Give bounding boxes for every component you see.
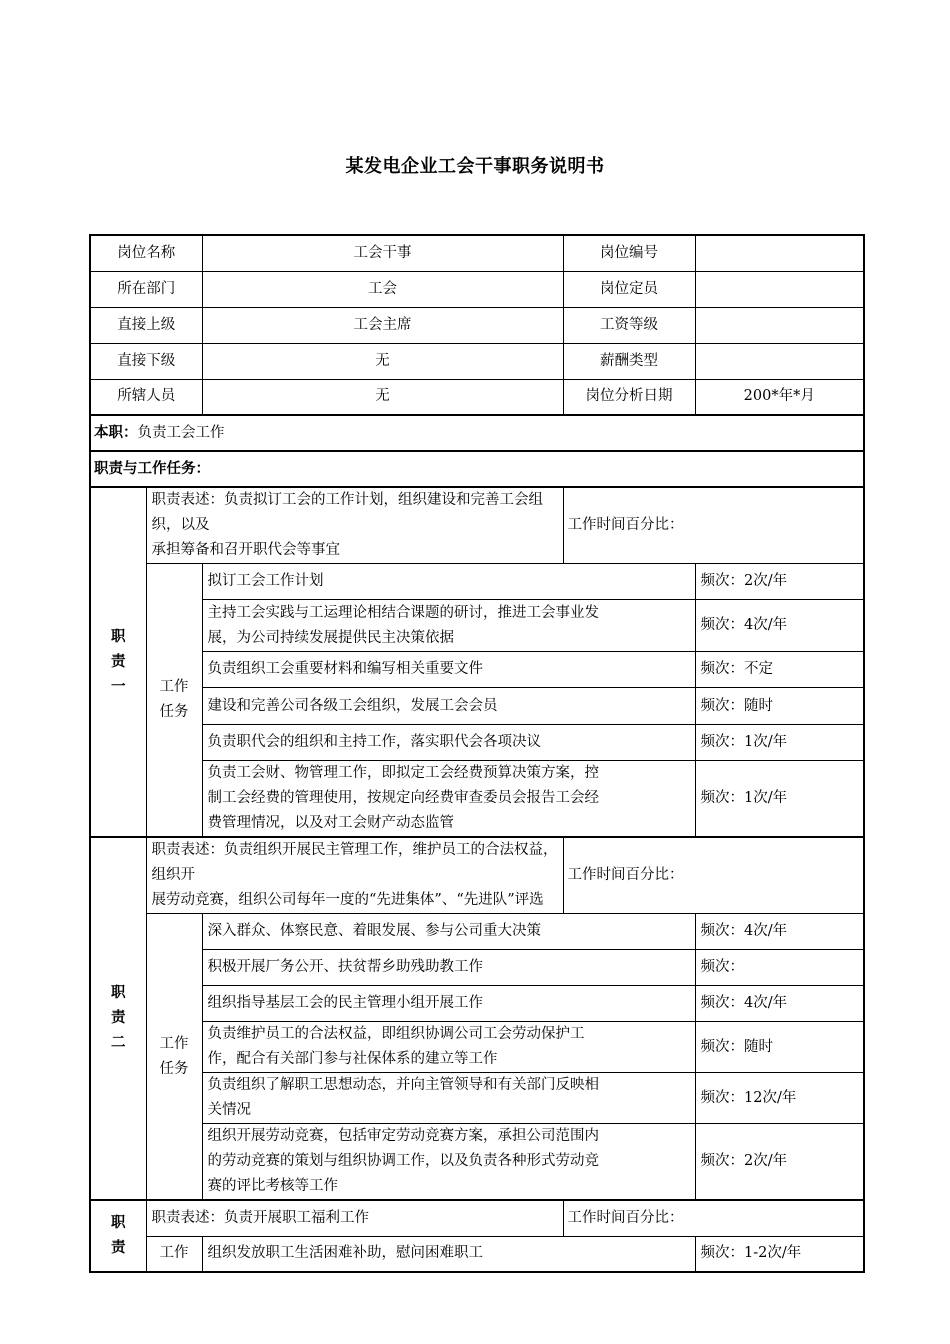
task-frequency: 频次：4次/年 xyxy=(695,986,864,1022)
info-value xyxy=(695,343,864,379)
document-title: 某发电企业工会干事职务说明书 xyxy=(345,156,605,177)
task-text: 负责职代会的组织和主持工作，落实职代会各项决议 xyxy=(202,725,695,761)
task-frequency: 频次：4次/年 xyxy=(695,600,864,652)
info-value: 工会干事 xyxy=(202,235,563,271)
duty-description-row xyxy=(90,837,864,914)
task-row xyxy=(90,1236,864,1272)
duty-label: 职 责 xyxy=(90,1200,146,1272)
task-frequency: 频次：2次/年 xyxy=(695,564,864,600)
task-row xyxy=(90,986,864,1022)
percent-label: 工作时间百分比： xyxy=(563,1200,864,1236)
task-text: 组织发放职工生活困难补助，慰问困难职工 xyxy=(202,1236,695,1272)
duties-header: 职责与工作任务： xyxy=(90,451,864,487)
task-frequency: 频次：随时 xyxy=(695,1022,864,1073)
info-value xyxy=(695,235,864,271)
duty-label: 职 责 二 xyxy=(90,837,146,1200)
task-text: 组织指导基层工会的民主管理小组开展工作 xyxy=(202,986,695,1022)
info-label: 岗位名称 xyxy=(90,235,202,271)
info-row xyxy=(90,271,864,307)
task-frequency: 频次：1次/年 xyxy=(695,761,864,838)
task-row xyxy=(90,688,864,725)
task-row xyxy=(90,1022,864,1073)
task-text: 主持工会实践与工运理论相结合课题的研讨，推进工会事业发 展，为公司持续发展提供民主决策依据 xyxy=(202,600,695,652)
task-text: 建设和完善公司各级工会组织，发展工会会员 xyxy=(202,688,695,725)
task-text: 积极开展厂务公开、扶贫帮乡助残助教工作 xyxy=(202,950,695,986)
info-row xyxy=(90,379,864,415)
task-frequency: 频次：不定 xyxy=(695,652,864,688)
task-row xyxy=(90,652,864,688)
info-label: 所辖人员 xyxy=(90,379,202,415)
duty-description-row xyxy=(90,1200,864,1236)
percent-label: 工作时间百分比： xyxy=(563,837,864,914)
duty-description-row xyxy=(90,487,864,564)
duty-summary-text: 负责工会工作 xyxy=(137,424,225,441)
task-text: 负责工会财、物管理工作，即拟定工会经费预算决策方案，控 制工会经费的管理使用，按规定向经费审查委员会报告工会经 费管理情况，以及对工会财产动态监管 xyxy=(202,761,695,838)
duty-summary-label: 本职： xyxy=(94,424,138,441)
task-row xyxy=(90,1073,864,1124)
task-text: 拟订工会工作计划 xyxy=(202,564,695,600)
duties-header-row xyxy=(90,451,864,487)
job-description-table xyxy=(89,234,865,1273)
task-row xyxy=(90,564,864,600)
duty-description: 职责表述：负责组织开展民主管理工作，维护员工的合法权益，组织开 展劳动竞赛，组织公司每年一度的“先进集体”、“先进队”评选 xyxy=(146,837,563,914)
info-value: 无 xyxy=(202,379,563,415)
task-text: 负责组织了解职工思想动态，并向主管领导和有关部门反映相 关情况 xyxy=(202,1073,695,1124)
task-text: 负责维护员工的合法权益，即组织协调公司工会劳动保护工 作，配合有关部门参与社保体系的建立等工作 xyxy=(202,1022,695,1073)
task-frequency: 频次：2次/年 xyxy=(695,1124,864,1201)
task-frequency: 频次：随时 xyxy=(695,688,864,725)
task-frequency: 频次：1-2次/年 xyxy=(695,1236,864,1272)
task-row xyxy=(90,914,864,950)
info-row xyxy=(90,307,864,343)
info-value xyxy=(695,271,864,307)
task-row xyxy=(90,1124,864,1201)
task-text: 深入群众、体察民意、着眼发展、参与公司重大决策 xyxy=(202,914,695,950)
info-value xyxy=(695,307,864,343)
task-frequency: 频次：1次/年 xyxy=(695,725,864,761)
duty-label: 职 责 一 xyxy=(90,487,146,837)
info-label: 岗位分析日期 xyxy=(563,379,695,415)
task-text: 负责组织工会重要材料和编写相关重要文件 xyxy=(202,652,695,688)
info-value: 工会主席 xyxy=(202,307,563,343)
task-row xyxy=(90,761,864,838)
task-frequency: 频次：12次/年 xyxy=(695,1073,864,1124)
task-row xyxy=(90,725,864,761)
task-row xyxy=(90,600,864,652)
info-label: 工资等级 xyxy=(563,307,695,343)
percent-label: 工作时间百分比： xyxy=(563,487,864,564)
task-frequency: 频次：4次/年 xyxy=(695,914,864,950)
task-row xyxy=(90,950,864,986)
info-value: 工会 xyxy=(202,271,563,307)
info-row xyxy=(90,343,864,379)
task-text: 组织开展劳动竞赛，包括审定劳动竞赛方案，承担公司范围内 的劳动竞赛的策划与组织协调工作，以及负责各种形式劳动竞 赛的评比考核等工作 xyxy=(202,1124,695,1201)
task-label: 工作 任务 xyxy=(146,914,202,1201)
duty-description: 职责表述：负责拟订工会的工作计划，组织建设和完善工会组织，以及 承担筹备和召开职代会等事宜 xyxy=(146,487,563,564)
task-frequency: 频次： xyxy=(695,950,864,986)
info-value: 无 xyxy=(202,343,563,379)
info-label: 直接下级 xyxy=(90,343,202,379)
info-label: 直接上级 xyxy=(90,307,202,343)
task-label: 工作 任务 xyxy=(146,564,202,838)
duty-summary-row xyxy=(90,415,864,451)
info-label: 所在部门 xyxy=(90,271,202,307)
info-label: 薪酬类型 xyxy=(563,343,695,379)
info-label: 岗位定员 xyxy=(563,271,695,307)
info-value: 200*年*月 xyxy=(695,379,864,415)
duty-description: 职责表述：负责开展职工福利工作 xyxy=(146,1200,563,1236)
task-label: 工作 xyxy=(146,1236,202,1272)
info-label: 岗位编号 xyxy=(563,235,695,271)
info-row xyxy=(90,235,864,271)
